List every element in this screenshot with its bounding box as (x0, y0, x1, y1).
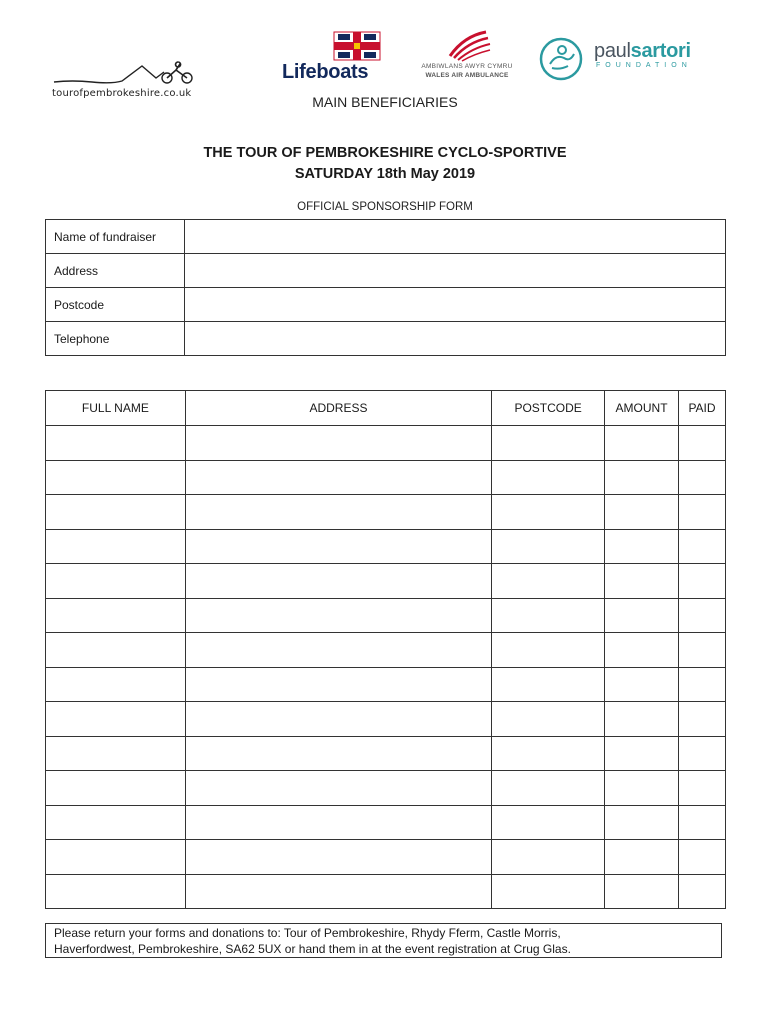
paid-cell[interactable] (679, 736, 726, 771)
paid-cell[interactable] (679, 598, 726, 633)
postcode-cell[interactable] (492, 598, 605, 633)
table-row (46, 598, 726, 633)
full-name-cell[interactable] (46, 495, 186, 530)
amount-cell[interactable] (605, 702, 679, 737)
cyclist-mountain-icon (52, 58, 200, 88)
address-cell[interactable] (185, 495, 491, 530)
table-row (46, 771, 726, 806)
postcode-cell[interactable] (492, 460, 605, 495)
paid-cell[interactable] (679, 667, 726, 702)
column-header-full-name: FULL NAME (46, 391, 186, 426)
amount-cell[interactable] (605, 667, 679, 702)
column-header-amount: AMOUNT (605, 391, 679, 426)
paid-cell[interactable] (679, 460, 726, 495)
address-cell[interactable] (185, 564, 491, 599)
fundraiser-telephone-field[interactable] (185, 322, 726, 356)
postcode-cell[interactable] (492, 426, 605, 461)
fundraiser-name-field[interactable] (185, 220, 726, 254)
fundraiser-row-telephone (46, 322, 726, 356)
air-ambulance-welsh-name: AMBIWLANS AWYR CYMRU (421, 63, 513, 70)
address-cell[interactable] (185, 460, 491, 495)
table-row (46, 564, 726, 599)
amount-cell[interactable] (605, 598, 679, 633)
address-cell[interactable] (185, 633, 491, 668)
main-beneficiaries-heading: MAIN BENEFICIARIES (312, 94, 458, 110)
table-row (46, 495, 726, 530)
sponsors-body (46, 426, 726, 909)
field-label: Telephone (46, 322, 185, 356)
full-name-cell[interactable] (46, 805, 186, 840)
postcode-cell[interactable] (492, 805, 605, 840)
amount-cell[interactable] (605, 633, 679, 668)
address-cell[interactable] (185, 426, 491, 461)
event-date: SATURDAY 18th May 2019 (294, 166, 476, 182)
table-row (46, 529, 726, 564)
sponsors-table (45, 390, 726, 909)
table-row (46, 667, 726, 702)
sponsors-header-row (46, 391, 726, 426)
amount-cell[interactable] (605, 805, 679, 840)
foundation-label: FOUNDATION (596, 62, 692, 69)
field-label: Address (46, 254, 185, 288)
air-ambulance-english-name: WALES AIR AMBULANCE (425, 72, 509, 79)
fundraiser-row-name (46, 220, 726, 254)
postcode-cell[interactable] (492, 874, 605, 909)
address-cell[interactable] (185, 736, 491, 771)
full-name-cell[interactable] (46, 874, 186, 909)
address-cell[interactable] (185, 874, 491, 909)
full-name-cell[interactable] (46, 667, 186, 702)
event-title: THE TOUR OF PEMBROKESHIRE CYCLO-SPORTIVE (203, 145, 567, 161)
full-name-cell[interactable] (46, 736, 186, 771)
full-name-cell[interactable] (46, 460, 186, 495)
postcode-cell[interactable] (492, 840, 605, 875)
address-cell[interactable] (185, 840, 491, 875)
air-ambulance-wing-icon (412, 30, 522, 62)
paid-cell[interactable] (679, 564, 726, 599)
postcode-cell[interactable] (492, 564, 605, 599)
full-name-cell[interactable] (46, 564, 186, 599)
fundraiser-address-field[interactable] (185, 254, 726, 288)
return-instructions-line-2: Haverfordwest, Pembrokeshire, SA62 5UX or hand them in at the event registration at Crug Glas. (54, 942, 571, 956)
address-cell[interactable] (185, 667, 491, 702)
full-name-cell[interactable] (46, 598, 186, 633)
address-cell[interactable] (185, 598, 491, 633)
amount-cell[interactable] (605, 426, 679, 461)
address-cell[interactable] (185, 529, 491, 564)
address-cell[interactable] (185, 805, 491, 840)
paid-cell[interactable] (679, 702, 726, 737)
amount-cell[interactable] (605, 564, 679, 599)
table-row (46, 460, 726, 495)
table-row (46, 874, 726, 909)
form-subtitle: OFFICIAL SPONSORSHIP FORM (297, 201, 473, 213)
column-header-paid: PAID (679, 391, 726, 426)
paid-cell[interactable] (679, 495, 726, 530)
paul-sartori-foundation-logo (538, 36, 692, 82)
postcode-cell[interactable] (492, 736, 605, 771)
full-name-cell[interactable] (46, 702, 186, 737)
table-row (46, 702, 726, 737)
postcode-cell[interactable] (492, 529, 605, 564)
amount-cell[interactable] (605, 840, 679, 875)
amount-cell[interactable] (605, 771, 679, 806)
tour-website-url: tourofpembrokeshire.co.uk (52, 88, 192, 99)
fundraiser-details-table (45, 219, 726, 356)
paid-cell[interactable] (679, 805, 726, 840)
table-row (46, 840, 726, 875)
table-row (46, 736, 726, 771)
field-label: Postcode (46, 288, 185, 322)
fundraiser-postcode-field[interactable] (185, 288, 726, 322)
paid-cell[interactable] (679, 771, 726, 806)
amount-cell[interactable] (605, 495, 679, 530)
paid-cell[interactable] (679, 840, 726, 875)
postcode-cell[interactable] (492, 633, 605, 668)
table-row (46, 633, 726, 668)
amount-cell[interactable] (605, 736, 679, 771)
full-name-cell[interactable] (46, 426, 186, 461)
paid-cell[interactable] (679, 426, 726, 461)
sartori-name: paulsartori (594, 40, 691, 62)
postcode-cell[interactable] (492, 667, 605, 702)
return-instructions (45, 923, 722, 958)
fundraiser-row-postcode (46, 288, 726, 322)
rnli-lifeboats-logo (280, 30, 390, 88)
amount-cell[interactable] (605, 529, 679, 564)
table-row (46, 426, 726, 461)
address-cell[interactable] (185, 702, 491, 737)
table-row (46, 805, 726, 840)
postcode-cell[interactable] (492, 771, 605, 806)
amount-cell[interactable] (605, 874, 679, 909)
full-name-cell[interactable] (46, 771, 186, 806)
return-instructions-line-1: Please return your forms and donations to: Tour of Pembrokeshire, Rhydy Fferm, Castle Morris, (54, 926, 561, 940)
full-name-cell[interactable] (46, 529, 186, 564)
postcode-cell[interactable] (492, 702, 605, 737)
amount-cell[interactable] (605, 460, 679, 495)
paid-cell[interactable] (679, 874, 726, 909)
rnli-flag-icon (280, 30, 390, 64)
full-name-cell[interactable] (46, 633, 186, 668)
postcode-cell[interactable] (492, 495, 605, 530)
address-cell[interactable] (185, 771, 491, 806)
full-name-cell[interactable] (46, 840, 186, 875)
paid-cell[interactable] (679, 529, 726, 564)
field-label: Name of fundraiser (46, 220, 185, 254)
hands-circle-icon (538, 36, 584, 82)
wales-air-ambulance-logo (412, 30, 522, 82)
paid-cell[interactable] (679, 633, 726, 668)
column-header-postcode: POSTCODE (492, 391, 605, 426)
column-header-address: ADDRESS (185, 391, 491, 426)
fundraiser-row-address (46, 254, 726, 288)
lifeboats-wordmark: Lifeboats (282, 61, 369, 83)
